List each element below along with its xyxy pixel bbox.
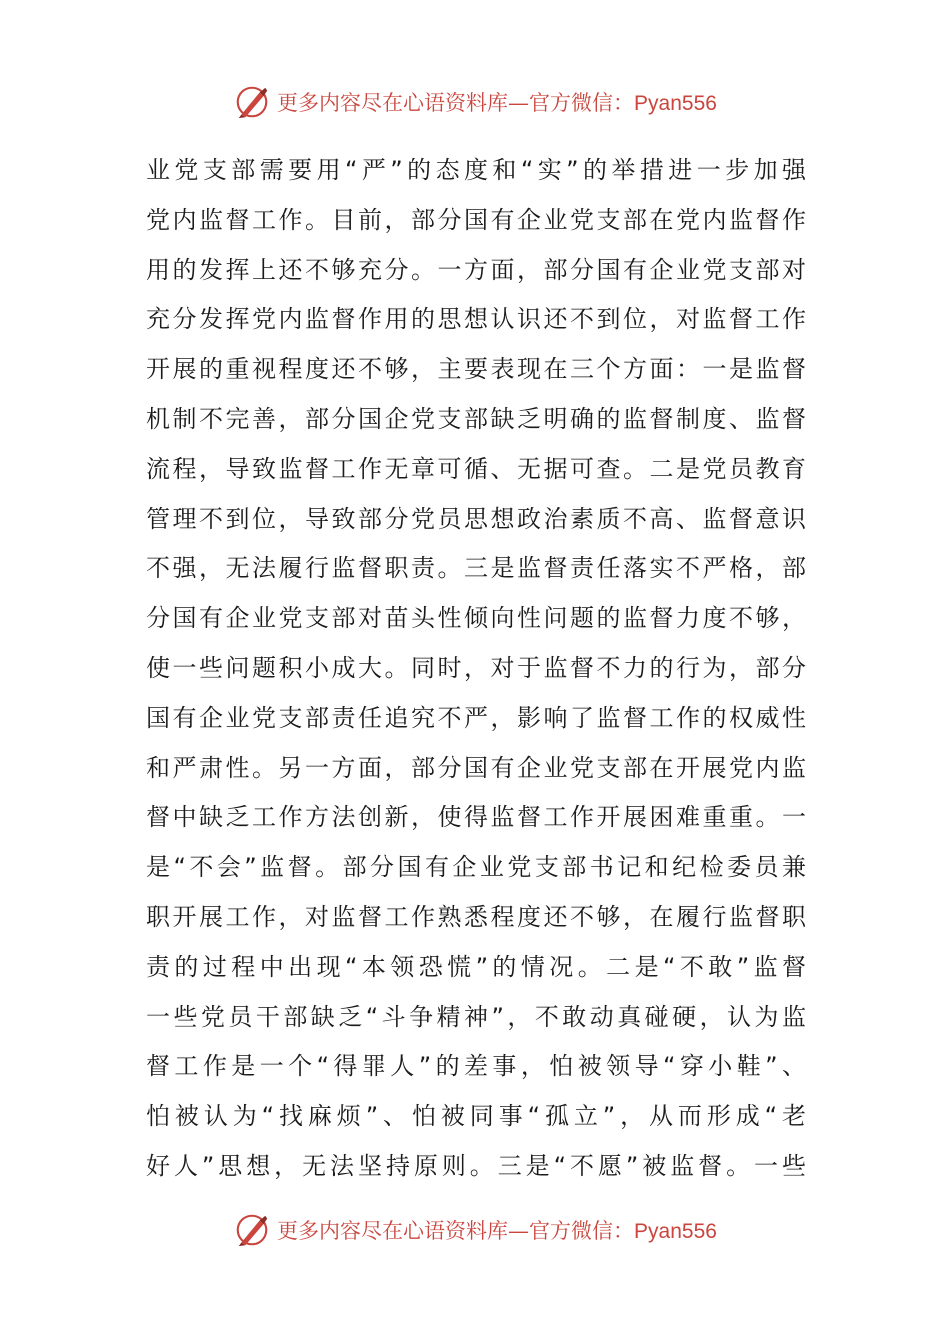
- body-line: 责的过程中出现“本领恐慌”的情况。二是“不敢”监督: [146, 952, 806, 981]
- footer-banner-handle: Pyan556: [634, 1220, 717, 1243]
- header-banner-label: 更多内容尽在心语资料库—官方微信：: [277, 91, 635, 115]
- body-line: 国有企业党支部责任追究不严，影响了监督工作的权威性: [146, 703, 806, 732]
- body-line: 充分发挥党内监督作用的思想认识还不到位，对监督工作: [146, 305, 806, 334]
- header-banner-text: [277, 87, 717, 117]
- body-line: 不强，无法履行监督职责。三是监督责任落实不严格，部: [146, 554, 806, 583]
- body-line: 使一些问题积小成大。同时，对于监督不力的行为，部分: [146, 653, 806, 682]
- body-line: 好人”思想，无法坚持原则。三是“不愿”被监督。一些: [146, 1151, 806, 1180]
- body-line: 督中缺乏工作方法创新，使得监督工作开展困难重重。一: [146, 803, 806, 832]
- body-line: 一些党员干部缺乏“斗争精神”，不敢动真碰硬，认为监: [146, 1002, 806, 1031]
- body-line: 用的发挥上还不够充分。一方面，部分国有企业党支部对: [146, 255, 806, 284]
- footer-banner-label: 更多内容尽在心语资料库—官方微信：: [277, 1219, 635, 1243]
- body-line: 职开展工作，对监督工作熟悉程度还不够，在履行监督职: [146, 902, 806, 931]
- body-line: 管理不到位，导致部分党员思想政治素质不高、监督意识: [146, 504, 806, 533]
- body-line: 流程，导致监督工作无章可循、无据可查。二是党员教育: [146, 454, 806, 483]
- pen-nib-logo-icon: [233, 83, 271, 121]
- body-line: 机制不完善，部分国企党支部缺乏明确的监督制度、监督: [146, 404, 806, 433]
- document-body: [146, 146, 806, 1192]
- header-banner: [0, 80, 950, 124]
- body-line: 和严肃性。另一方面，部分国有企业党支部在开展党内监: [146, 753, 806, 782]
- body-line: 业党支部需要用“严”的态度和“实”的举措进一步加强: [146, 156, 806, 184]
- body-line: 督工作是一个“得罪人”的差事，怕被领导“穿小鞋”、: [146, 1052, 806, 1081]
- body-line: 怕被认为“找麻烦”、怕被同事“孤立”，从而形成“老: [146, 1102, 806, 1131]
- body-line: 分国有企业党支部对苗头性倾向性问题的监督力度不够，: [146, 604, 806, 633]
- body-line: 是“不会”监督。部分国有企业党支部书记和纪检委员兼: [146, 853, 806, 882]
- footer-banner-text: [277, 1215, 717, 1245]
- body-line: 党内监督工作。目前，部分国有企业党支部在党内监督作: [146, 205, 806, 234]
- pen-nib-logo-icon: [233, 1211, 271, 1249]
- body-line: 开展的重视程度还不够，主要表现在三个方面：一是监督: [146, 355, 806, 384]
- footer-banner: [0, 1208, 950, 1252]
- header-banner-handle: Pyan556: [634, 92, 717, 115]
